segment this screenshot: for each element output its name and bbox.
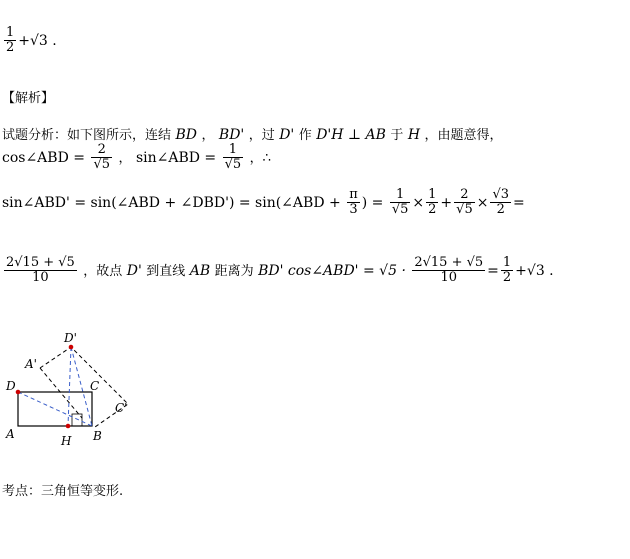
half-fraction [501, 256, 513, 286]
answer-rest: +√3 . [18, 32, 57, 49]
answer-fraction [4, 26, 16, 56]
analysis-line-3 [2, 188, 525, 218]
math-expression: BD' cos∠ABD' = √5 · [258, 262, 406, 279]
equals-sign: = [487, 262, 499, 279]
text-segment: 于 [390, 128, 404, 143]
math-bd-prime: BD' [218, 127, 245, 143]
fraction-3 [454, 188, 475, 218]
section-label: 【解析】 [2, 91, 55, 106]
right-angle-mark [72, 414, 82, 426]
distance-fraction [412, 256, 485, 286]
fraction-numerator: 2√15 + √5 [414, 255, 484, 270]
fraction-numerator: π [349, 187, 358, 202]
rotated-edge [40, 368, 82, 418]
pi-fraction [347, 188, 360, 218]
fraction-numerator: 2 [454, 188, 475, 203]
fraction-denominator: √5 [391, 202, 409, 218]
fraction-numerator: 1 [6, 25, 15, 40]
cos-fraction [91, 143, 112, 173]
text-segment: ，由题意得， [424, 128, 503, 143]
label-d-prime: D' [64, 331, 77, 345]
math-h: H [407, 127, 421, 143]
fraction-denominator: √5 [456, 202, 473, 218]
fraction-1 [390, 188, 411, 218]
label-h: H [61, 434, 72, 448]
text-segment: ，∴ [249, 150, 271, 166]
point-h [66, 424, 71, 429]
fraction-numerator: 2 [91, 143, 112, 158]
fraction-denominator: 2 [6, 40, 15, 56]
text-segment: 作 [298, 128, 312, 143]
analysis-line-4 [2, 256, 554, 286]
sin-lhs: sin∠ABD = [135, 149, 217, 166]
fraction-denominator: √5 [93, 157, 111, 173]
fraction-numerator: 1 [223, 143, 244, 158]
point-d-prime [69, 345, 74, 350]
fraction-denominator: 2 [428, 202, 437, 218]
math-expression: sin∠ABD' = sin(∠ABD + ∠DBD') = sin(∠ABD + [2, 194, 341, 211]
cos-lhs: cos∠ABD = [2, 149, 85, 166]
text-segment: ，故点 [83, 263, 123, 279]
times-sign: × [476, 194, 489, 211]
fraction-denominator: 3 [349, 202, 358, 218]
fraction-denominator: 2 [502, 270, 512, 286]
text-segment: 到直线 [146, 263, 186, 279]
fraction-numerator: 1 [502, 255, 512, 270]
label-c-prime: C' [115, 401, 128, 415]
label-b: B [93, 429, 102, 443]
fraction-numerator: 2√15 + √5 [6, 255, 75, 270]
rotated-rectangle [40, 347, 128, 427]
text-segment: 试题分析：如下图所示，连结 [2, 128, 172, 143]
math-bd: BD [175, 127, 197, 143]
fraction-2 [426, 188, 438, 218]
times-sign: × [412, 194, 425, 211]
fraction-denominator: 10 [440, 270, 458, 286]
label-c: C [90, 379, 100, 393]
result-fraction [4, 256, 77, 286]
plus-sign: + [440, 194, 453, 211]
segment-bd [18, 392, 92, 426]
footer-note: 考点：三角恒等变形. [2, 484, 124, 499]
fraction-denominator: 2 [496, 202, 505, 218]
text-segment: ，过 [248, 128, 275, 143]
math-expression: ) = [361, 194, 384, 211]
perpendicular-dh [68, 347, 71, 426]
fraction-numerator: 1 [428, 187, 437, 202]
point-d [16, 390, 21, 395]
math-expression: +√3 . [515, 262, 554, 279]
label-a-prime: A' [25, 357, 37, 371]
text-segment: ， [118, 150, 132, 166]
text-segment: ， [201, 128, 215, 143]
equals-sign: = [513, 194, 525, 211]
fraction-numerator: √3 [492, 187, 510, 202]
label-d: D [6, 379, 16, 393]
math-d-prime: D' [126, 262, 142, 279]
fraction-4 [490, 188, 511, 218]
geometry-figure [2, 328, 142, 453]
label-a: A [6, 427, 15, 441]
sin-fraction [223, 143, 244, 173]
math-ab: AB [189, 262, 211, 279]
fraction-denominator: √5 [224, 157, 242, 173]
answer-line [2, 26, 57, 56]
text-segment: 距离为 [214, 263, 254, 279]
fraction-denominator: 10 [32, 270, 49, 286]
analysis-line-1 [2, 124, 503, 143]
fraction-numerator: 1 [390, 188, 411, 203]
math-d-prime: D' [279, 127, 295, 143]
rectangle-abcd [18, 392, 92, 426]
math-perpendicular: D'H ⊥ AB [316, 127, 386, 143]
analysis-line-2 [2, 143, 271, 173]
